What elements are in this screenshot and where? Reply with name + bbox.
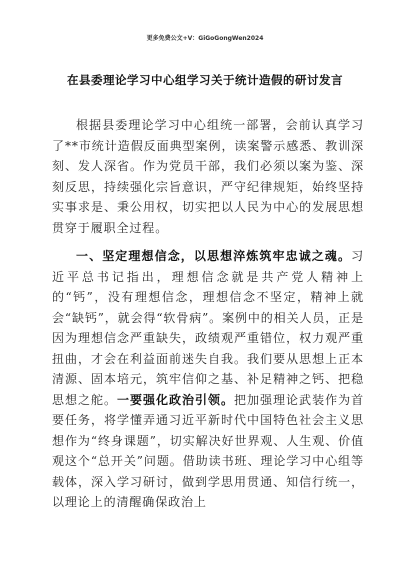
paragraph-text: 根据县委理论学习中心组统一部署，会前认真学习了**市统计造假反面典型案例，读案警示感悉、教训深刻、发人深省。作为党员干部，我们必须以案为鉴、深刻反思，持续强化宗旨意识，严守纪律规矩，始终坚持实事求是、秉公用权，切实把以人民为中心的发展思想贯穿于履职全过程。 <box>52 118 364 235</box>
document-body <box>52 115 364 513</box>
paragraph-section-one <box>52 246 364 513</box>
section-heading: 一、坚定理想信念，以思想淬炼筑牢忠诚之魂。 <box>76 249 352 263</box>
paragraph-text: 习近平总书记指出，理想信念就是共产党人精神上的“钙”，没有理想信念，理想信念不坚定，精神上就会“缺钙”，就会得“软骨病”。案例中的相关人员，正是因为理想信念严重缺失，政绩观严重错位，权力观严重扭曲，才会在利益面前迷失自我。我们要从思想上正本清源、固本培元，筑牢信仰之基、补足精神之钙、把稳思想之舵。 <box>52 249 364 407</box>
document-title: 在县委理论学习中心组学习关于统计造假的研讨发言 <box>67 73 343 87</box>
paragraph-intro <box>52 115 364 238</box>
sub-point-heading: 一要强化政治引领。 <box>117 392 235 407</box>
paragraph-text: 把加强理论武装作为首要任务，将学懂弄通习近平新时代中国特色社会主义思想作为“终身课题”，切实解决好世界观、人生观、价值观这个“总开关”问题。借助读书班、理论学习中心组等载体，深入学习研讨，做到学思用贯通、知信行统一，以理论上的清醒确保政治上 <box>52 392 364 509</box>
header-note: 更多免费公文+V：GiGoGongWen2024 <box>146 35 264 42</box>
